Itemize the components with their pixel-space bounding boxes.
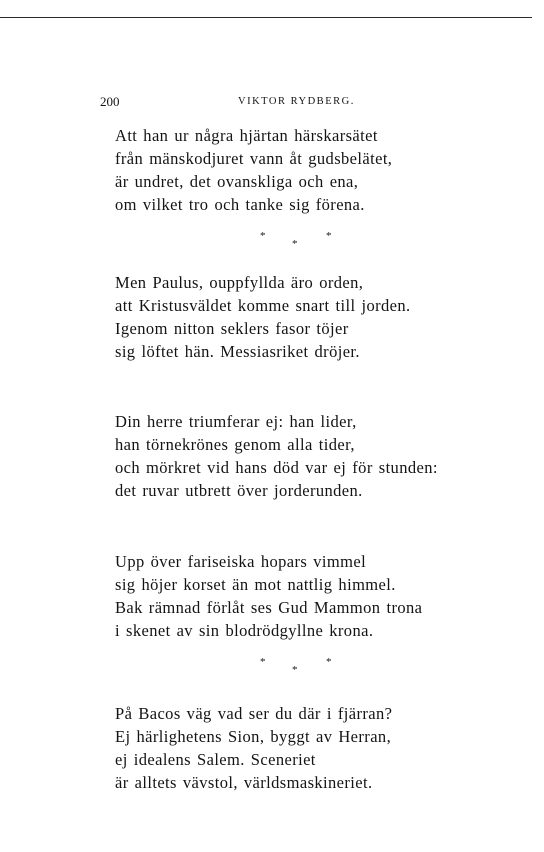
verse-line: från mänskodjuret vann åt gudsbelätet, [115, 149, 393, 168]
stanza [115, 124, 515, 216]
verse-line: På Bacos väg vad ser du där i fjärran? [115, 704, 393, 723]
verse-line: Din herre triumferar ej: han lider, [115, 412, 357, 431]
verse-line: att Kristusväldet komme snart till jorden. [115, 296, 411, 315]
verse-line: i skenet av sin blodrödgyllne krona. [115, 621, 374, 640]
verse-line: är alltets vävstol, världsmaskineriet. [115, 773, 373, 792]
verse-line: Upp över fariseiska hopars vimmel [115, 552, 367, 571]
verse-line: det ruvar utbrett över jorderunden. [115, 481, 363, 500]
verse-line: han törnekrönes genom alla tider, [115, 435, 355, 454]
stanza [115, 410, 515, 502]
verse-line: Att han ur några hjärtan härskarsätet [115, 126, 378, 145]
stanza [115, 271, 515, 363]
asterisk: * [292, 238, 298, 250]
stanza [115, 550, 515, 642]
asterisk: * [260, 656, 266, 668]
verse-line: Bak rämnad förlåt ses Gud Mammon trona [115, 598, 423, 617]
verse-line: Men Paulus, ouppfyllda äro orden, [115, 273, 364, 292]
asterisk: * [260, 230, 266, 242]
verse-line: Ej härlighetens Sion, byggt av Herran, [115, 727, 392, 746]
section-break-asterism [256, 656, 346, 680]
verse-line: och mörkret vid hans död var ej för stunden: [115, 458, 438, 477]
asterisk: * [292, 664, 298, 676]
verse-line: sig löftet hän. Messiasriket dröjer. [115, 342, 360, 361]
section-break-asterism [256, 230, 346, 254]
stanza [115, 702, 515, 794]
verse-line: sig höjer korset än mot nattlig himmel. [115, 575, 396, 594]
top-rule [0, 17, 532, 18]
running-title: VIKTOR RYDBERG. [238, 96, 355, 107]
verse-line: är undret, det ovanskliga och ena, [115, 172, 359, 191]
verse-line: ej idealens Salem. Sceneriet [115, 750, 316, 769]
asterisk: * [326, 230, 332, 242]
page-number: 200 [100, 94, 120, 109]
verse-line: Igenom nitton seklers fasor töjer [115, 319, 349, 338]
asterisk: * [326, 656, 332, 668]
verse-line: om vilket tro och tanke sig förena. [115, 195, 365, 214]
running-head [100, 92, 510, 112]
